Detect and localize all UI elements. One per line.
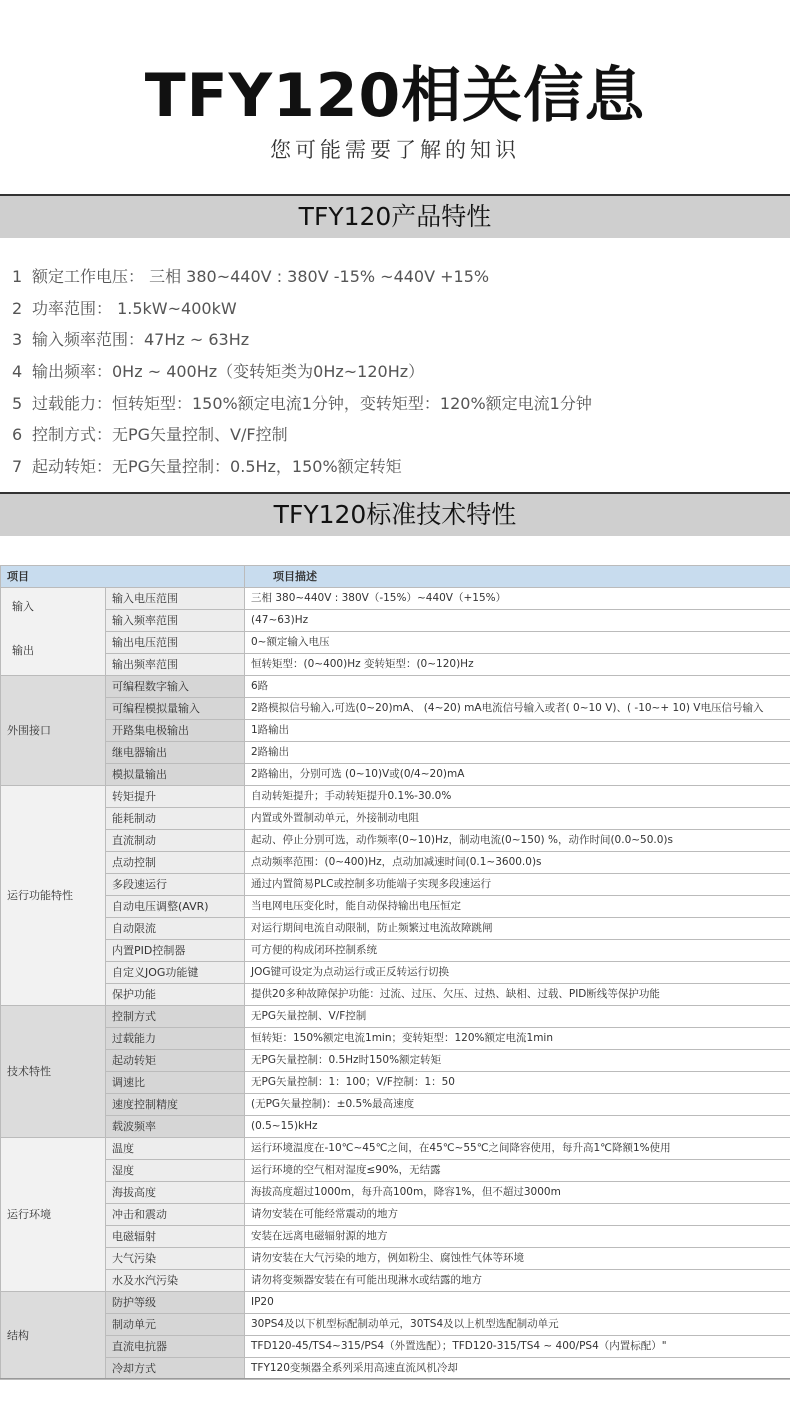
desc-cell: (无PG矢量控制)：±0.5%最高速度 xyxy=(245,1094,790,1116)
desc-cell: 安装在远离电磁辐射源的地方 xyxy=(245,1226,790,1248)
table-row xyxy=(1,742,790,764)
item-cell: 输入频率范围 xyxy=(106,610,245,632)
group-label: 结构 xyxy=(1,1292,106,1380)
desc-cell: 点动频率范围：(0~400)Hz，点动加减速时间(0.1~3600.0)s xyxy=(245,852,790,874)
item-cell: 输入电压范围 xyxy=(106,588,245,610)
header-desc: 项目描述 xyxy=(245,566,790,588)
desc-cell: IP20 xyxy=(245,1292,790,1314)
desc-cell: 自动转矩提升；手动转矩提升0.1%-30.0% xyxy=(245,786,790,808)
item-cell: 海拔高度 xyxy=(106,1182,245,1204)
table-row xyxy=(1,874,790,896)
item-cell: 水及水汽污染 xyxy=(106,1270,245,1292)
desc-cell: 三相 380~440V : 380V（-15%）~440V（+15%） xyxy=(245,588,790,610)
item-cell: 点动控制 xyxy=(106,852,245,874)
item-cell: 可编程模拟量输入 xyxy=(106,698,245,720)
table-row xyxy=(1,1270,790,1292)
table-row xyxy=(1,1138,790,1160)
output-group-label: 输出 xyxy=(12,644,34,657)
desc-cell: (0.5~15)kHz xyxy=(245,1116,790,1138)
table-row xyxy=(1,632,790,654)
group-label: 运行环境 xyxy=(1,1138,106,1292)
item-cell: 湿度 xyxy=(106,1160,245,1182)
item-cell: 转矩提升 xyxy=(106,786,245,808)
table-row xyxy=(1,676,790,698)
desc-cell: 起动、停止分别可选，动作频率(0~10)Hz，制动电流(0~150) %，动作时间(0.0~50.0)s xyxy=(245,830,790,852)
item-cell: 能耗制动 xyxy=(106,808,245,830)
table-row xyxy=(1,940,790,962)
table-row xyxy=(1,1006,790,1028)
item-cell: 自定义JOG功能键 xyxy=(106,962,245,984)
desc-cell: 无PG矢量控制、V/F控制 xyxy=(245,1006,790,1028)
desc-cell: 2路输出 xyxy=(245,742,790,764)
item-cell: 大气污染 xyxy=(106,1248,245,1270)
table-row xyxy=(1,852,790,874)
table-row xyxy=(1,764,790,786)
table-row xyxy=(1,1182,790,1204)
table-row xyxy=(1,698,790,720)
desc-cell: 无PG矢量控制：0.5Hz时150%额定转矩 xyxy=(245,1050,790,1072)
table-row xyxy=(1,1160,790,1182)
feature-item xyxy=(12,293,782,325)
desc-cell: 请勿将变频器安装在有可能出现淋水或结露的地方 xyxy=(245,1270,790,1292)
item-cell: 开路集电极输出 xyxy=(106,720,245,742)
table-row xyxy=(1,962,790,984)
section-tech-spec-title: TFY120标准技术特性 xyxy=(0,492,790,536)
feature-number: 5 xyxy=(12,393,23,413)
spec-body xyxy=(1,588,790,1380)
table-row xyxy=(1,1314,790,1336)
desc-cell: 恒转矩：150%额定电流1min；变转矩型：120%额定电流1min xyxy=(245,1028,790,1050)
item-cell: 继电器输出 xyxy=(106,742,245,764)
item-cell: 自动限流 xyxy=(106,918,245,940)
page-title: TFY120相关信息 xyxy=(144,61,646,131)
item-cell: 速度控制精度 xyxy=(106,1094,245,1116)
feature-text: 功率范围： 1.5kW~400kW xyxy=(32,298,237,318)
product-features-list xyxy=(12,261,782,483)
table-row xyxy=(1,830,790,852)
feature-number: 6 xyxy=(12,425,23,445)
table-row xyxy=(1,1226,790,1248)
input-group-label: 输入 xyxy=(12,600,34,613)
item-cell: 自动电压调整(AVR) xyxy=(106,896,245,918)
table-row xyxy=(1,1028,790,1050)
desc-cell: 可方便的构成闭环控制系统 xyxy=(245,940,790,962)
feature-item xyxy=(12,388,782,420)
table-row xyxy=(1,1094,790,1116)
desc-cell: 对运行期间电流自动限制，防止频繁过电流故障跳闸 xyxy=(245,918,790,940)
group-label: 技术特性 xyxy=(1,1006,106,1138)
table-row xyxy=(1,1204,790,1226)
spec-table xyxy=(0,565,790,1380)
feature-number: 7 xyxy=(12,457,23,477)
item-cell: 多段速运行 xyxy=(106,874,245,896)
feature-number: 2 xyxy=(12,298,23,318)
feature-item xyxy=(12,419,782,451)
desc-cell: 海拔高度超过1000m，每升高100m，降容1%，但不超过3000m xyxy=(245,1182,790,1204)
item-cell: 防护等级 xyxy=(106,1292,245,1314)
feature-number: 4 xyxy=(12,362,23,382)
item-cell: 可编程数字输入 xyxy=(106,676,245,698)
feature-item xyxy=(12,356,782,388)
table-row xyxy=(1,1072,790,1094)
item-cell: 输出频率范围 xyxy=(106,654,245,676)
desc-cell: TFD120-45/TS4~315/PS4（外置选配）；TFD120-315/TS4 ~ 400/PS4（内置标配）" xyxy=(245,1336,790,1358)
item-cell: 直流电抗器 xyxy=(106,1336,245,1358)
desc-cell: 运行环境温度在-10℃~45℃之间，在45℃~55℃之间降容使用，每升高1℃降额1%使用 xyxy=(245,1138,790,1160)
table-row xyxy=(1,984,790,1006)
feature-text: 起动转矩：无PG矢量控制：0.5Hz，150%额定转矩 xyxy=(32,457,402,477)
table-row xyxy=(1,1336,790,1358)
desc-cell: 当电网电压变化时，能自动保持输出电压恒定 xyxy=(245,896,790,918)
table-row xyxy=(1,918,790,940)
table-row xyxy=(1,720,790,742)
desc-cell: TFY120变频器全系列采用高速直流风机冷却 xyxy=(245,1358,790,1380)
item-cell: 输出电压范围 xyxy=(106,632,245,654)
item-cell: 内置PID控制器 xyxy=(106,940,245,962)
item-cell: 调速比 xyxy=(106,1072,245,1094)
table-row xyxy=(1,1050,790,1072)
desc-cell: 恒转矩型：(0~400)Hz 变转矩型：(0~120)Hz xyxy=(245,654,790,676)
feature-text: 输出频率：0Hz ~ 400Hz（变转矩类为0Hz~120Hz） xyxy=(32,362,425,382)
desc-cell: 无PG矢量控制：1：100；V/F控制：1：50 xyxy=(245,1072,790,1094)
item-cell: 冷却方式 xyxy=(106,1358,245,1380)
feature-text: 过载能力：恒转矩型：150%额定电流1分钟，变转矩型：120%额定电流1分钟 xyxy=(32,393,592,413)
desc-cell: 2路输出，分别可选 (0~10)V或(0/4~20)mA xyxy=(245,764,790,786)
feature-number: 3 xyxy=(12,330,23,350)
group-label: 运行功能特性 xyxy=(1,786,106,1006)
feature-text: 控制方式：无PG矢量控制、V/F控制 xyxy=(32,425,288,445)
feature-text: 额定工作电压： 三相 380~440V : 380V -15% ~440V +15% xyxy=(32,267,490,286)
table-row xyxy=(1,610,790,632)
table-row xyxy=(1,1116,790,1138)
table-row xyxy=(1,654,790,676)
bottom-divider xyxy=(0,1378,790,1379)
desc-cell: JOG键可设定为点动运行或正反转运行切换 xyxy=(245,962,790,984)
desc-cell: 6路 xyxy=(245,676,790,698)
feature-item xyxy=(12,451,782,483)
table-row xyxy=(1,588,790,610)
table-row xyxy=(1,786,790,808)
table-row xyxy=(1,808,790,830)
desc-cell: 内置或外置制动单元，外接制动电阻 xyxy=(245,808,790,830)
item-cell: 过载能力 xyxy=(106,1028,245,1050)
desc-cell: 1路输出 xyxy=(245,720,790,742)
section-product-features-title: TFY120产品特性 xyxy=(0,194,790,238)
table-row xyxy=(1,1292,790,1314)
desc-cell: 0~额定输入电压 xyxy=(245,632,790,654)
item-cell: 控制方式 xyxy=(106,1006,245,1028)
spec-header-row xyxy=(1,566,790,588)
desc-cell: 请勿安装在大气污染的地方，例如粉尘、腐蚀性气体等环境 xyxy=(245,1248,790,1270)
header-item: 项目 xyxy=(1,566,245,588)
table-row xyxy=(1,1248,790,1270)
desc-cell: 2路模拟信号输入,可选(0~20)mA、 (4~20) mA电流信号输入或者( 0~10 V)、( -10~+ 10) V电压信号输入 xyxy=(245,698,790,720)
desc-cell: 运行环境的空气相对湿度≤90%，无结露 xyxy=(245,1160,790,1182)
item-cell: 温度 xyxy=(106,1138,245,1160)
table-row xyxy=(1,1358,790,1380)
desc-cell: 提供20多种故障保护功能：过流、过压、欠压、过热、缺相、过载、PID断线等保护功能 xyxy=(245,984,790,1006)
item-cell: 模拟量输出 xyxy=(106,764,245,786)
page-subtitle: 您可能需要了解的知识 xyxy=(270,138,520,162)
item-cell: 载波频率 xyxy=(106,1116,245,1138)
item-cell: 起动转矩 xyxy=(106,1050,245,1072)
group-label: 外围接口 xyxy=(1,676,106,786)
item-cell: 冲击和震动 xyxy=(106,1204,245,1226)
table-row xyxy=(1,896,790,918)
item-cell: 电磁辐射 xyxy=(106,1226,245,1248)
item-cell: 制动单元 xyxy=(106,1314,245,1336)
desc-cell: (47~63)Hz xyxy=(245,610,790,632)
item-cell: 保护功能 xyxy=(106,984,245,1006)
item-cell: 直流制动 xyxy=(106,830,245,852)
desc-cell: 请勿安装在可能经常震动的地方 xyxy=(245,1204,790,1226)
desc-cell: 30PS4及以下机型标配制动单元，30TS4及以上机型选配制动单元 xyxy=(245,1314,790,1336)
feature-text: 输入频率范围：47Hz ~ 63Hz xyxy=(32,330,250,350)
feature-item xyxy=(12,324,782,356)
desc-cell: 通过内置简易PLC或控制多功能端子实现多段速运行 xyxy=(245,874,790,896)
feature-number: 1 xyxy=(12,267,23,286)
feature-item xyxy=(12,261,782,293)
